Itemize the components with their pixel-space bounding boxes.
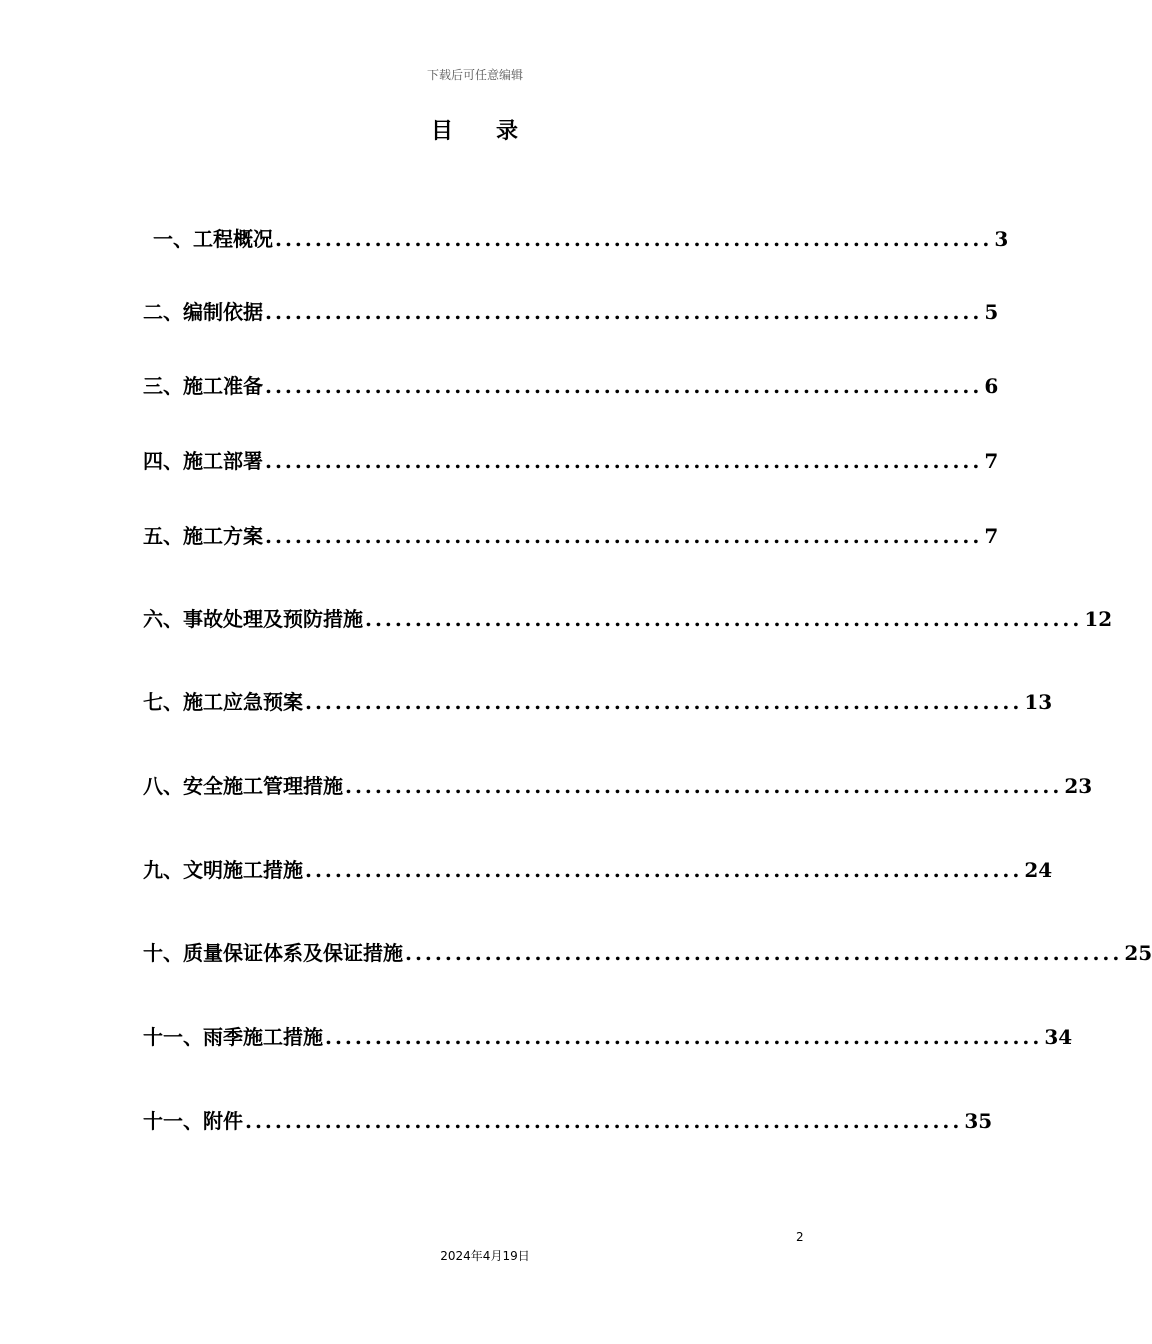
toc-entry-label: 一、工程概况 bbox=[153, 227, 273, 251]
toc-leader-dots: ........................................................................ bbox=[275, 227, 993, 251]
toc-entry-10[interactable] bbox=[143, 937, 1152, 967]
toc-entry-label: 三、施工准备 bbox=[143, 374, 263, 398]
toc-leader-dots: ........................................................................ bbox=[245, 1109, 963, 1133]
toc-leader-dots: ........................................................................ bbox=[305, 690, 1023, 714]
toc-entry-page: 6 bbox=[984, 374, 999, 398]
toc-entry-label: 十一、附件 bbox=[143, 1109, 243, 1133]
toc-entry-page: 25 bbox=[1124, 941, 1152, 965]
toc-entry-page: 35 bbox=[964, 1109, 993, 1133]
toc-entry-6[interactable] bbox=[143, 603, 1113, 633]
toc-entry-7[interactable] bbox=[143, 686, 1053, 716]
toc-leader-dots: ........................................................................ bbox=[305, 858, 1023, 882]
toc-entry-12[interactable] bbox=[143, 1105, 993, 1135]
toc-entry-label: 七、施工应急预案 bbox=[143, 690, 303, 714]
toc-entry-9[interactable] bbox=[143, 854, 1053, 884]
toc-leader-dots: ........................................................................ bbox=[345, 774, 1063, 798]
toc-leader-dots: ........................................................................ bbox=[265, 449, 983, 473]
toc-entry-label: 二、编制依据 bbox=[143, 300, 263, 324]
toc-entry-page: 34 bbox=[1044, 1025, 1073, 1049]
toc-entry-label: 六、事故处理及预防措施 bbox=[143, 607, 363, 631]
toc-leader-dots: ........................................................................ bbox=[325, 1025, 1043, 1049]
toc-leader-dots: ........................................................................ bbox=[265, 524, 983, 548]
toc-entry-page: 23 bbox=[1064, 774, 1093, 798]
toc-title bbox=[0, 114, 950, 145]
toc-entry-5[interactable] bbox=[143, 520, 999, 550]
toc-entry-8[interactable] bbox=[143, 770, 1093, 800]
toc-entry-page: 7 bbox=[984, 449, 999, 473]
toc-leader-dots: ........................................................................ bbox=[265, 374, 983, 398]
toc-entry-page: 5 bbox=[984, 300, 999, 324]
toc-entry-1[interactable] bbox=[153, 223, 1009, 253]
toc-leader-dots: ........................................................................ bbox=[405, 941, 1123, 965]
toc-entry-label: 十、质量保证体系及保证措施 bbox=[143, 941, 403, 965]
toc-entry-3[interactable] bbox=[143, 370, 999, 400]
toc-entry-2[interactable] bbox=[143, 296, 999, 326]
footer-date: 2024年4月19日 bbox=[440, 1249, 530, 1263]
header-note: 下载后可任意编辑 bbox=[426, 68, 523, 82]
toc-entry-page: 24 bbox=[1024, 858, 1053, 882]
toc-entry-label: 九、文明施工措施 bbox=[143, 858, 303, 882]
toc-entry-page: 7 bbox=[984, 524, 999, 548]
toc-entry-label: 十一、雨季施工措施 bbox=[143, 1025, 323, 1049]
toc-entry-label: 五、施工方案 bbox=[143, 524, 263, 548]
toc-entry-page: 13 bbox=[1024, 690, 1053, 714]
toc-entry-label: 八、安全施工管理措施 bbox=[143, 774, 343, 798]
toc-entry-label: 四、施工部署 bbox=[143, 449, 263, 473]
page-number: 2 bbox=[796, 1230, 804, 1244]
toc-title-char-1: 目 bbox=[430, 118, 454, 144]
toc-entry-4[interactable] bbox=[143, 445, 999, 475]
toc-title-char-2: 录 bbox=[496, 118, 520, 144]
toc-entry-page: 12 bbox=[1084, 607, 1113, 631]
toc-leader-dots: ........................................................................ bbox=[265, 300, 983, 324]
toc-entry-11[interactable] bbox=[143, 1021, 1073, 1051]
toc-leader-dots: ........................................................................ bbox=[365, 607, 1083, 631]
toc-entry-page: 3 bbox=[994, 227, 1009, 251]
